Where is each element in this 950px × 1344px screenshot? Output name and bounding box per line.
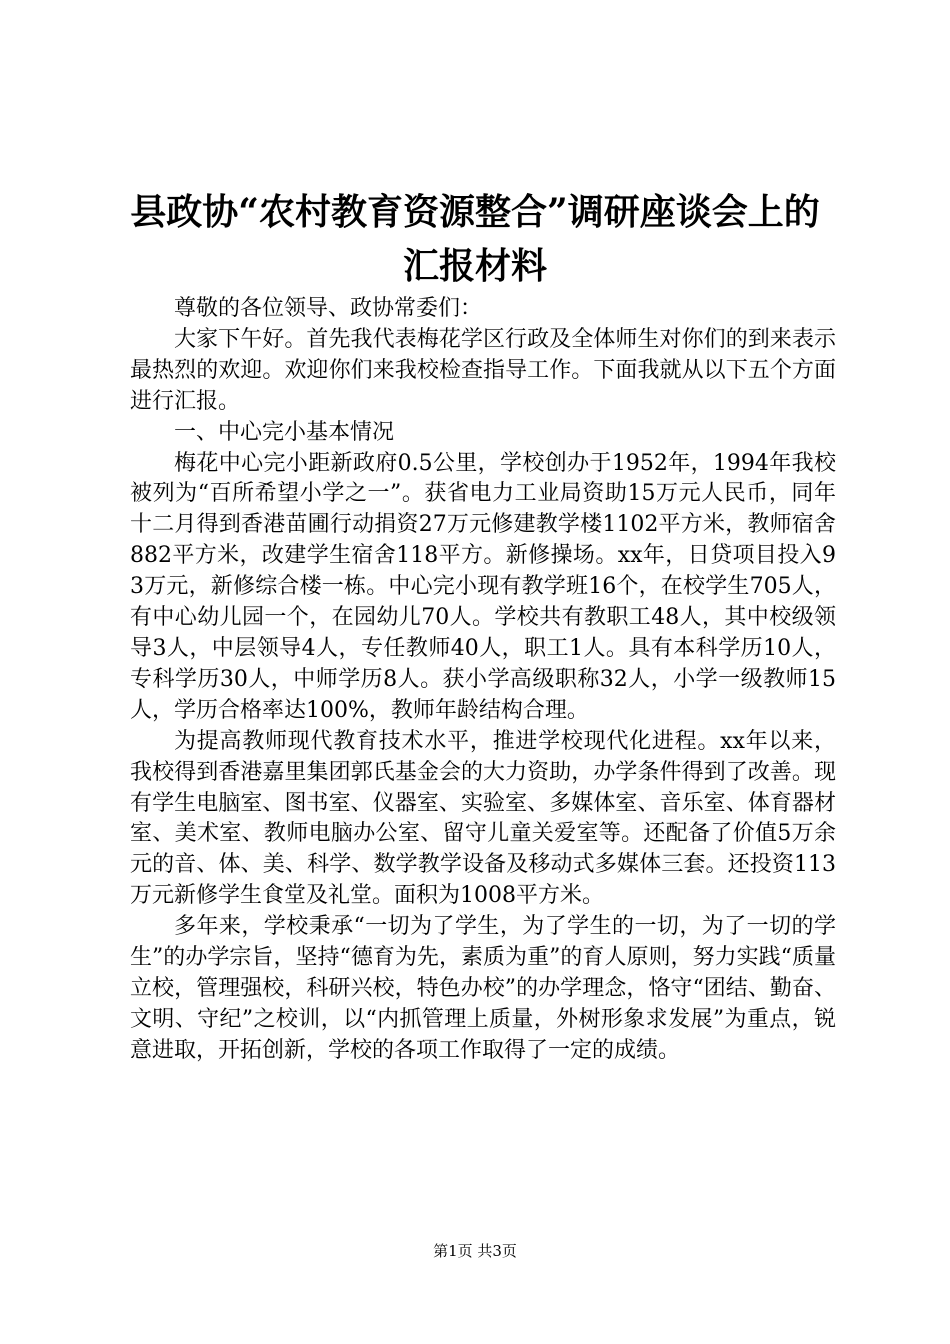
page-footer: 第1页 共3页: [433, 1242, 517, 1260]
opening-paragraph: 大家下午好。首先我代表梅花学区行政及全体师生对你们的到来表示最热烈的欢迎。欢迎你们来我校检查指导工作。下面我就从以下五个方面进行汇报。: [130, 326, 836, 414]
section-heading: 一、中心完小基本情况: [174, 419, 395, 445]
philosophy-paragraph: 多年来，学校秉承“一切为了学生，为了学生的一切，为了一切的学生”的办学宗旨，坚持“德育为先，素质为重”的育人原则，努力实践“质量立校，管理强校，科研兴校，特色办校”的办学理念，恪守“团结、勤奋、文明、守纪”之校训，以“内抓管理上质量，外树形象求发展”为重点，锐意进取，开拓创新，学校的各项工作取得了一定的成绩。: [130, 914, 836, 1063]
document-title: [110, 185, 840, 293]
document-body: [130, 294, 836, 1067]
title-line-2: 汇报材料: [402, 245, 547, 287]
school-overview-paragraph: 梅花中心完小距新政府0.5公里，学校创办于1952年，1994年我校被列为“百所希望小学之一”。获省电力工业局资助15万元人民币，同年十二月得到香港苗圃行动捐资27万元修建教学楼1102平方米，教师宿舍882平方米，改建学生宿舍118平方。新修操场。xx年，日贷项目投入93万元，新修综合楼一栋。中心完小现有教学班16个，在校学生705人，有中心幼儿园一个，在园幼儿70人。学校共有教职工48人，其中校级领导3人，中层领导4人，专任教师40人，职工1人。具有本科学历10人，专科学历30人，中师学历8人。获小学高级职称32人，小学一级教师15人，学历合格率达100%，教师年龄结构合理。: [130, 450, 836, 723]
title-line-1: 县政协“农村教育资源整合”调研座谈会上的: [130, 191, 820, 233]
salutation: 尊敬的各位领导、政协常委们：: [174, 296, 483, 321]
facilities-paragraph: 为提高教师现代教育技术水平，推进学校现代化进程。xx年以来，我校得到香港嘉里集团郭氏基金会的大力资助，办学条件得到了改善。现有学生电脑室、图书室、仪器室、实验室、多媒体室、音乐室、体育器材室、美术室、教师电脑办公室、留守儿童关爱室等。还配备了价值5万余元的音、体、美、科学、数学教学设备及移动式多媒体三套。还投资113万元新修学生食堂及礼堂。面积为1008平方米。: [130, 728, 836, 909]
